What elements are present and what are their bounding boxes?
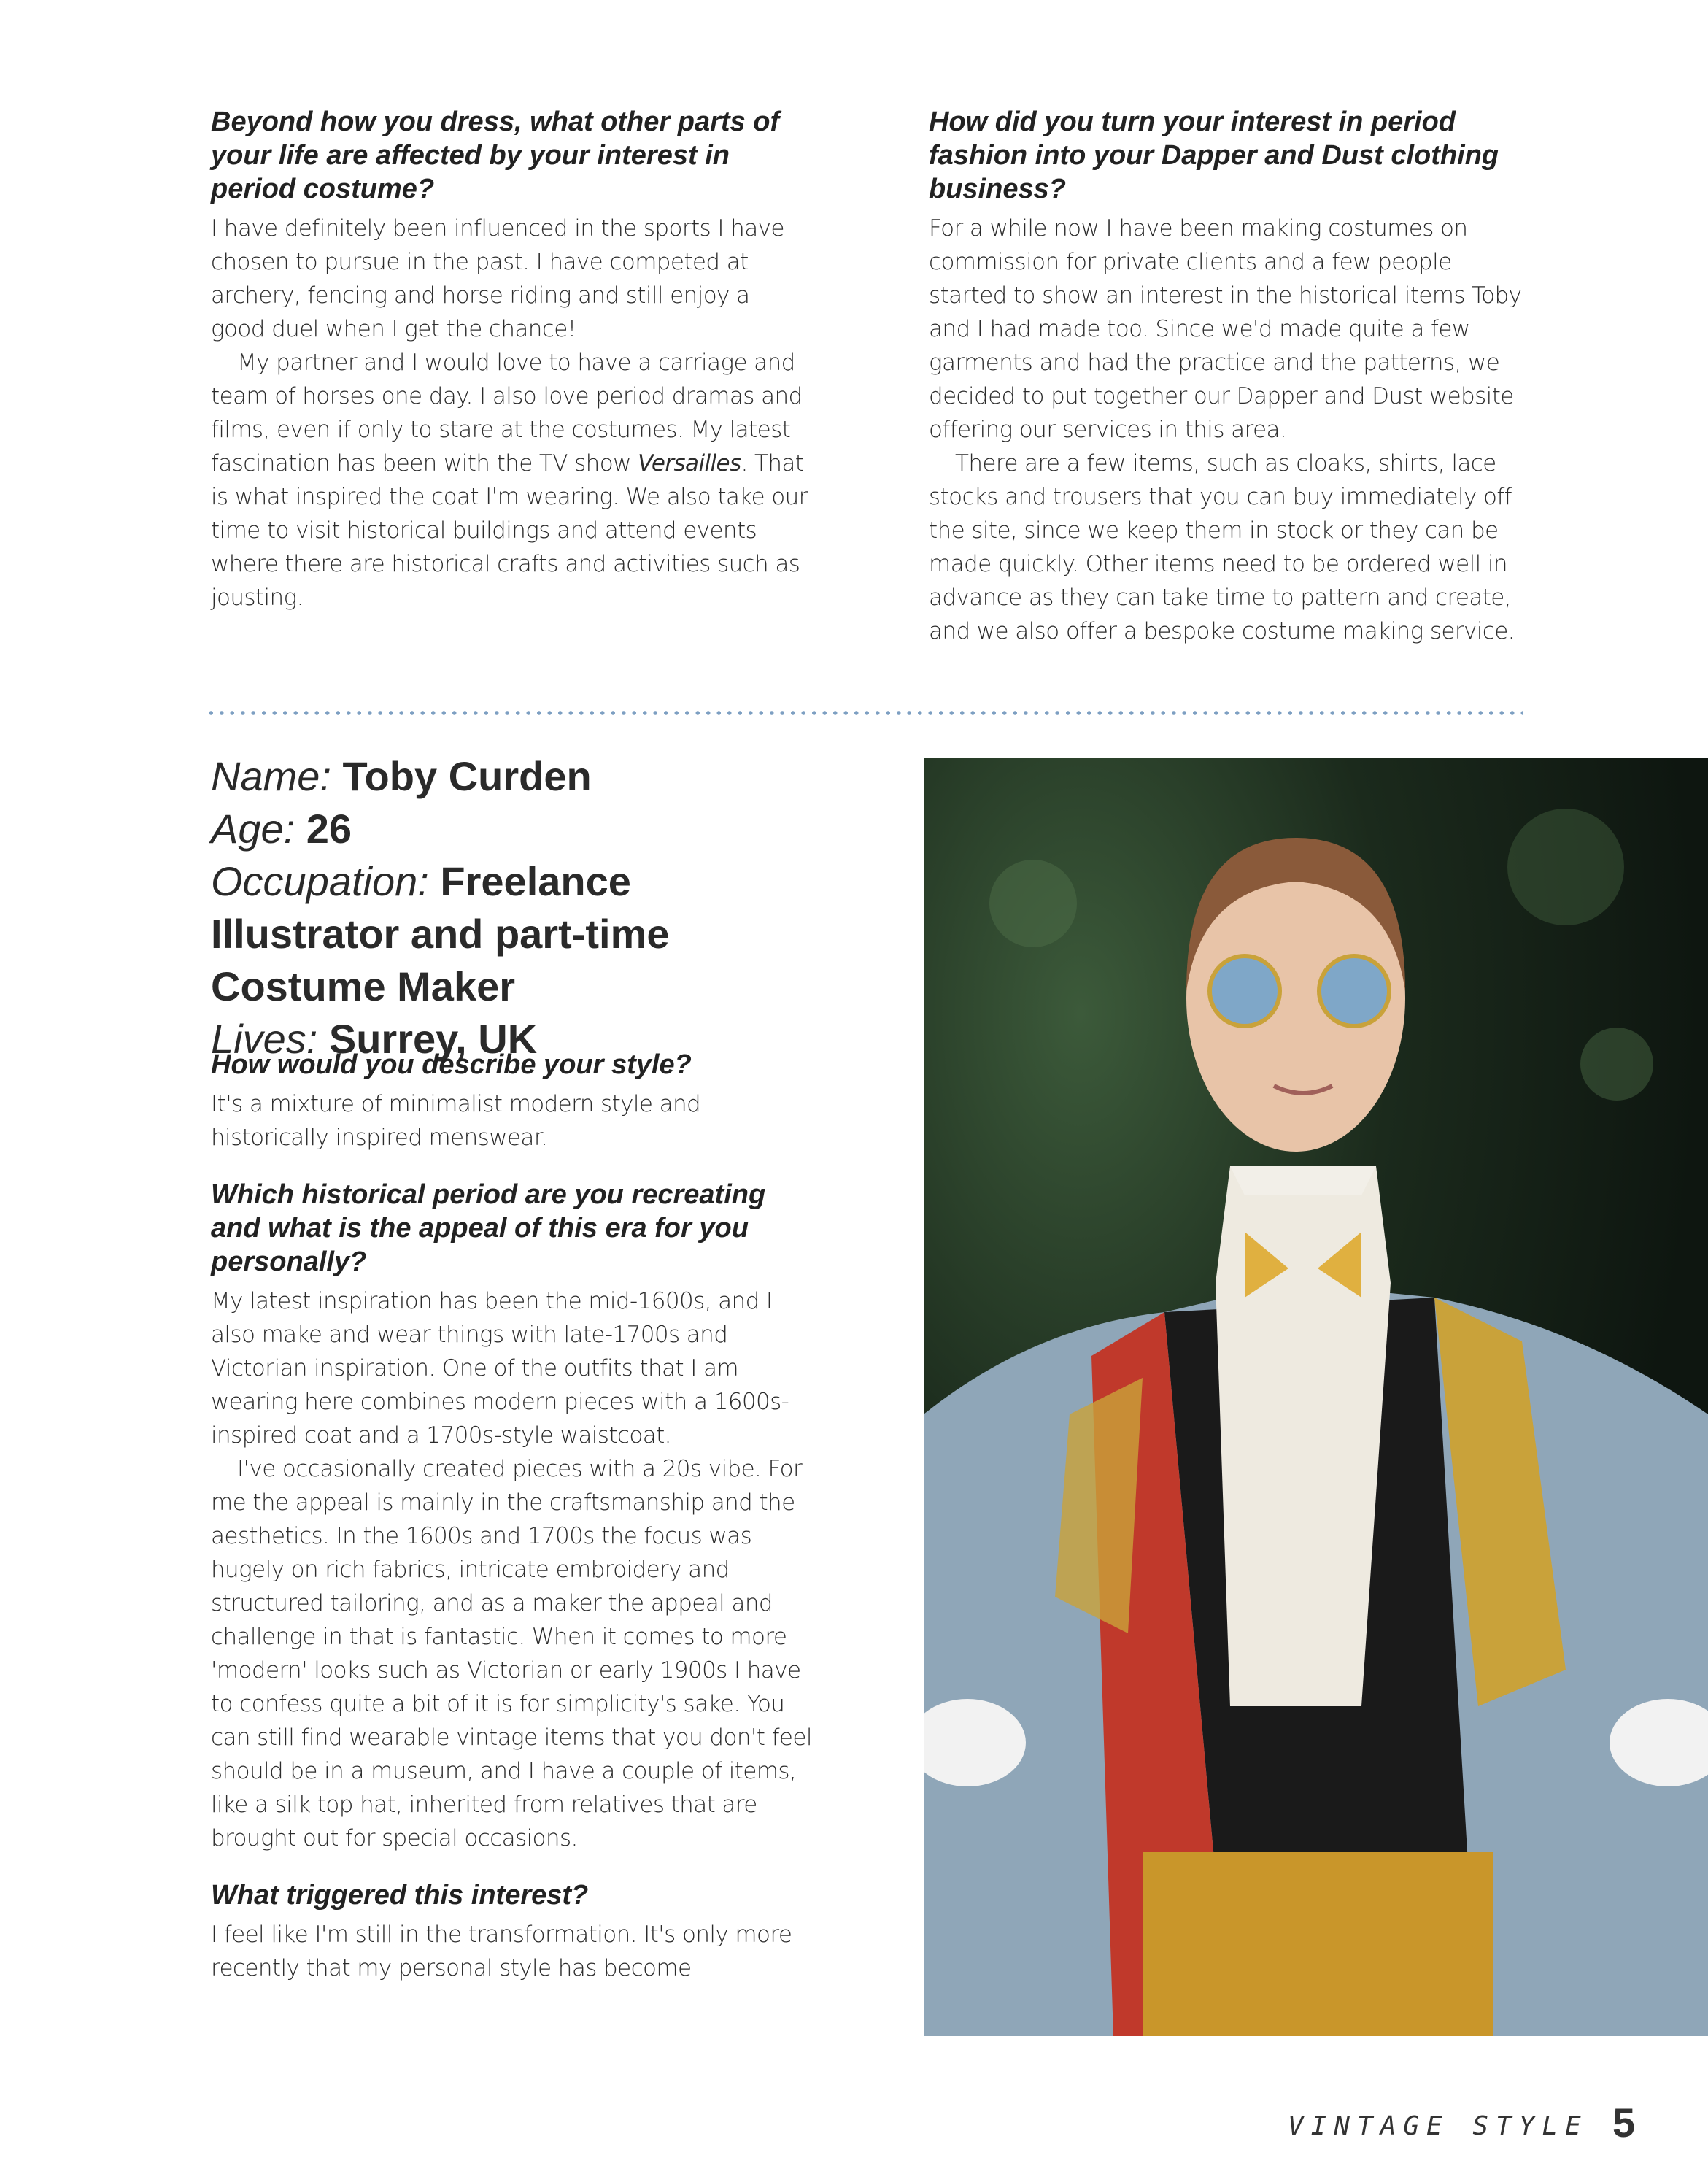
paragraph: I feel like I'm still in the transformation. It's only more recently that my personal style has become	[211, 1921, 792, 1981]
magazine-name: VINTAGE STYLE	[1288, 2111, 1588, 2141]
paragraph: My partner and I would love to have a carriage and team of horses one day. I also love period dramas and films, even if only to stare at the costumes. My latest fascination has been with the TV show Versailles. That is what inspired the coat I'm wearing. We also take our time to visit historical buildings and attend events where there are historical crafts and activities such as jousting.	[211, 350, 808, 611]
question-heading: What triggered this interest?	[211, 1880, 589, 1911]
paragraph: For a while now I have been making costumes on commission for private clients and a few people started to show an interest in the historical items Toby and I had made too. Since we'd made quite a few garments and had the practice and the patterns, we decided to put together our Dapper and Dust website offering our services in this area.	[929, 215, 1522, 443]
profile-block	[211, 750, 867, 1065]
profile-age: Age: 26	[211, 806, 352, 852]
profile-lives: Lives: Surrey, UK	[211, 1016, 538, 1062]
question-heading: Which historical period are you recreating and what is the appeal of this era for you personally?	[211, 1179, 766, 1277]
portrait-photo	[924, 758, 1708, 2036]
left-bottom-column	[211, 1048, 813, 1985]
paragraph: There are a few items, such as cloaks, shirts, lace stocks and trousers that you can buy immediately off the site, since we keep them in stock or they can be made quickly. Other items need to be ordered well in advance as they can take time to pattern and create, and we also offer a bespoke costume making service.	[929, 450, 1515, 644]
paragraph: My latest inspiration has been the mid-1600s, and I also make and wear things with late-1700s and Victorian inspiration. One of the outfits that I am wearing here combines modern pieces with a 1600s-inspired coat and a 1700s-style waistcoat.	[211, 1288, 789, 1449]
paragraph: It's a mixture of minimalist modern style and historically inspired menswear.	[211, 1091, 701, 1151]
question-heading: Beyond how you dress, what other parts of your life are affected by your interest in period costume?	[211, 107, 780, 204]
paragraph: I've occasionally created pieces with a 20s vibe. For me the appeal is mainly in the craftsmanship and the aesthetics. In the 1600s and 1700s the focus was hugely on rich fabrics, intricate embroidery and structured tailoring, and as a maker the appeal and challenge in that is fantastic. When it comes to more 'modern' looks such as Victorian or early 1900s I have to confess quite a bit of it is for simplicity's sake. You can still find wearable vintage items that you don't feel should be in a museum, and I have a couple of items, like a silk top hat, inherited from relatives that are brought out for special occasions.	[211, 1456, 812, 1851]
question-heading: How did you turn your interest in period fashion into your Dapper and Dust clothing business?	[929, 107, 1499, 204]
show-title: Versailles	[638, 450, 741, 477]
left-top-column	[211, 105, 809, 614]
profile-name: Name: Toby Curden	[211, 753, 592, 799]
dotted-divider	[206, 709, 1523, 717]
question-heading: How would you describe your style?	[211, 1049, 692, 1080]
right-top-column	[929, 105, 1523, 648]
paragraph: I have definitely been influenced in the sports I have chosen to pursue in the past. I have competed at archery, fencing and horse riding and still enjoy a good duel when I get the chance!	[211, 215, 784, 342]
costume-portrait-illustration	[924, 758, 1708, 2036]
page-number: 5	[1612, 2100, 1636, 2146]
profile-occupation: Occupation: Freelance Illustrator and part-time Costume Maker	[211, 858, 670, 1009]
